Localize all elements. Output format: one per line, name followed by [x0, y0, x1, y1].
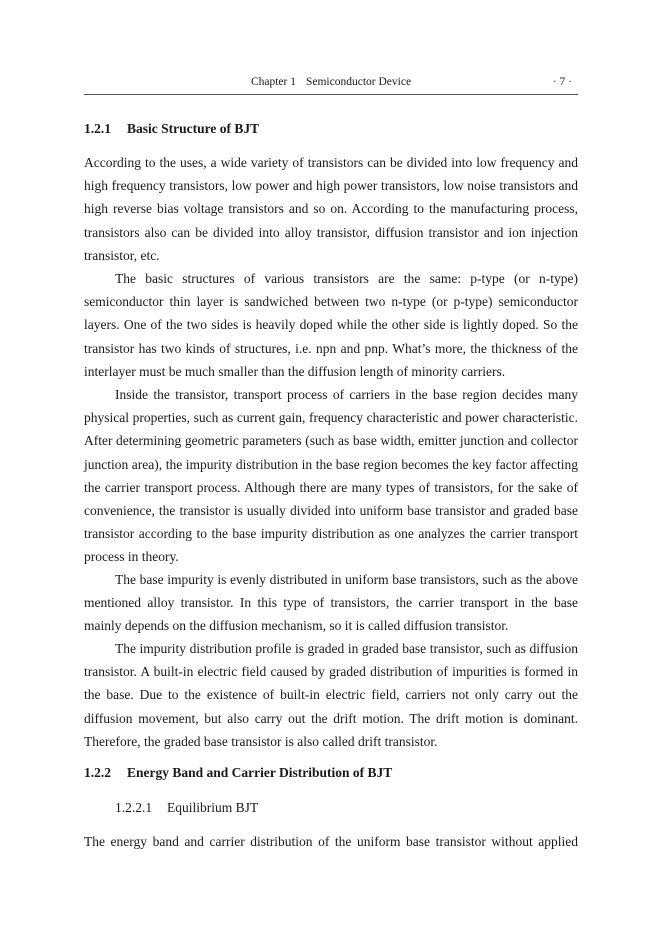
page-number: · 7 ·	[552, 76, 572, 88]
subsection-heading-1-2-2-1	[115, 800, 258, 816]
paragraph-2: The basic structures of various transistors are the same: p-type (or n-type) semiconductor thin layer is sandwiched between two n-type (or p-type) semiconductor layers. One of the two sides is heavily doped while the other side is lightly doped. So the transistor has two kinds of structures, i.e. npn and pnp. What’s more, the thickness of the interlayer must be much smaller than the diffusion length of minority carriers.	[84, 271, 578, 379]
subsection-number: 1.2.2.1	[115, 800, 153, 815]
paragraph-1: According to the uses, a wide variety of transistors can be divided into low frequency and high frequency transistors, low power and high power transistors, low noise transistors and high reverse bias voltage transistors and so on. According to the manufacturing process, transistors also can be divided into alloy transistor, diffusion transistor and ion injection transistor, etc.	[84, 155, 578, 263]
running-header-title	[84, 76, 578, 88]
section-title: Energy Band and Carrier Distribution of BJT	[127, 765, 393, 780]
paragraph-3: Inside the transistor, transport process of carriers in the base region decides many physical properties, such as current gain, frequency characteristic and power characteristic. After determining geometric parameters (such as base width, emitter junction and collector junction area), the impurity distribution in the base region becomes the key factor affecting the carrier transport process. Although there are many types of transistors, for the sake of convenience, the transistor is usually divided into uniform base transistor and graded base transistor according to the base impurity distribution as one analyzes the carrier transport process in theory.	[84, 387, 578, 565]
subsection-title: Equilibrium BJT	[167, 800, 259, 815]
paragraph-4: The base impurity is evenly distributed in uniform base transistors, such as the above mentioned alloy transistor. In this type of transistors, the carrier transport in the base mainly depends on the diffusion mechanism, so it is called diffusion transistor.	[84, 572, 578, 634]
chapter-label: Chapter 1	[250, 76, 296, 88]
section-heading-1-2-1	[84, 121, 259, 137]
section-number: 1.2.2	[84, 765, 111, 780]
section-title: Basic Structure of BJT	[127, 121, 260, 136]
section-number: 1.2.1	[84, 121, 111, 136]
chapter-title: Semiconductor Device	[305, 76, 412, 88]
paragraph-6: The energy band and carrier distribution of the uniform base transistor without applied	[84, 834, 578, 849]
paragraph-5: The impurity distribution profile is graded in graded base transistor, such as diffusion transistor. A built-in electric field caused by graded distribution of impurities is formed in the base. Due to the existence of built-in electric field, carriers not only carry out the diffusion movement, but also carry out the drift motion. The drift motion is dominant. Therefore, the graded base transistor is also called drift transistor.	[84, 641, 578, 749]
running-header	[84, 76, 578, 92]
header-rule	[84, 94, 578, 95]
section-heading-1-2-2	[84, 765, 392, 781]
